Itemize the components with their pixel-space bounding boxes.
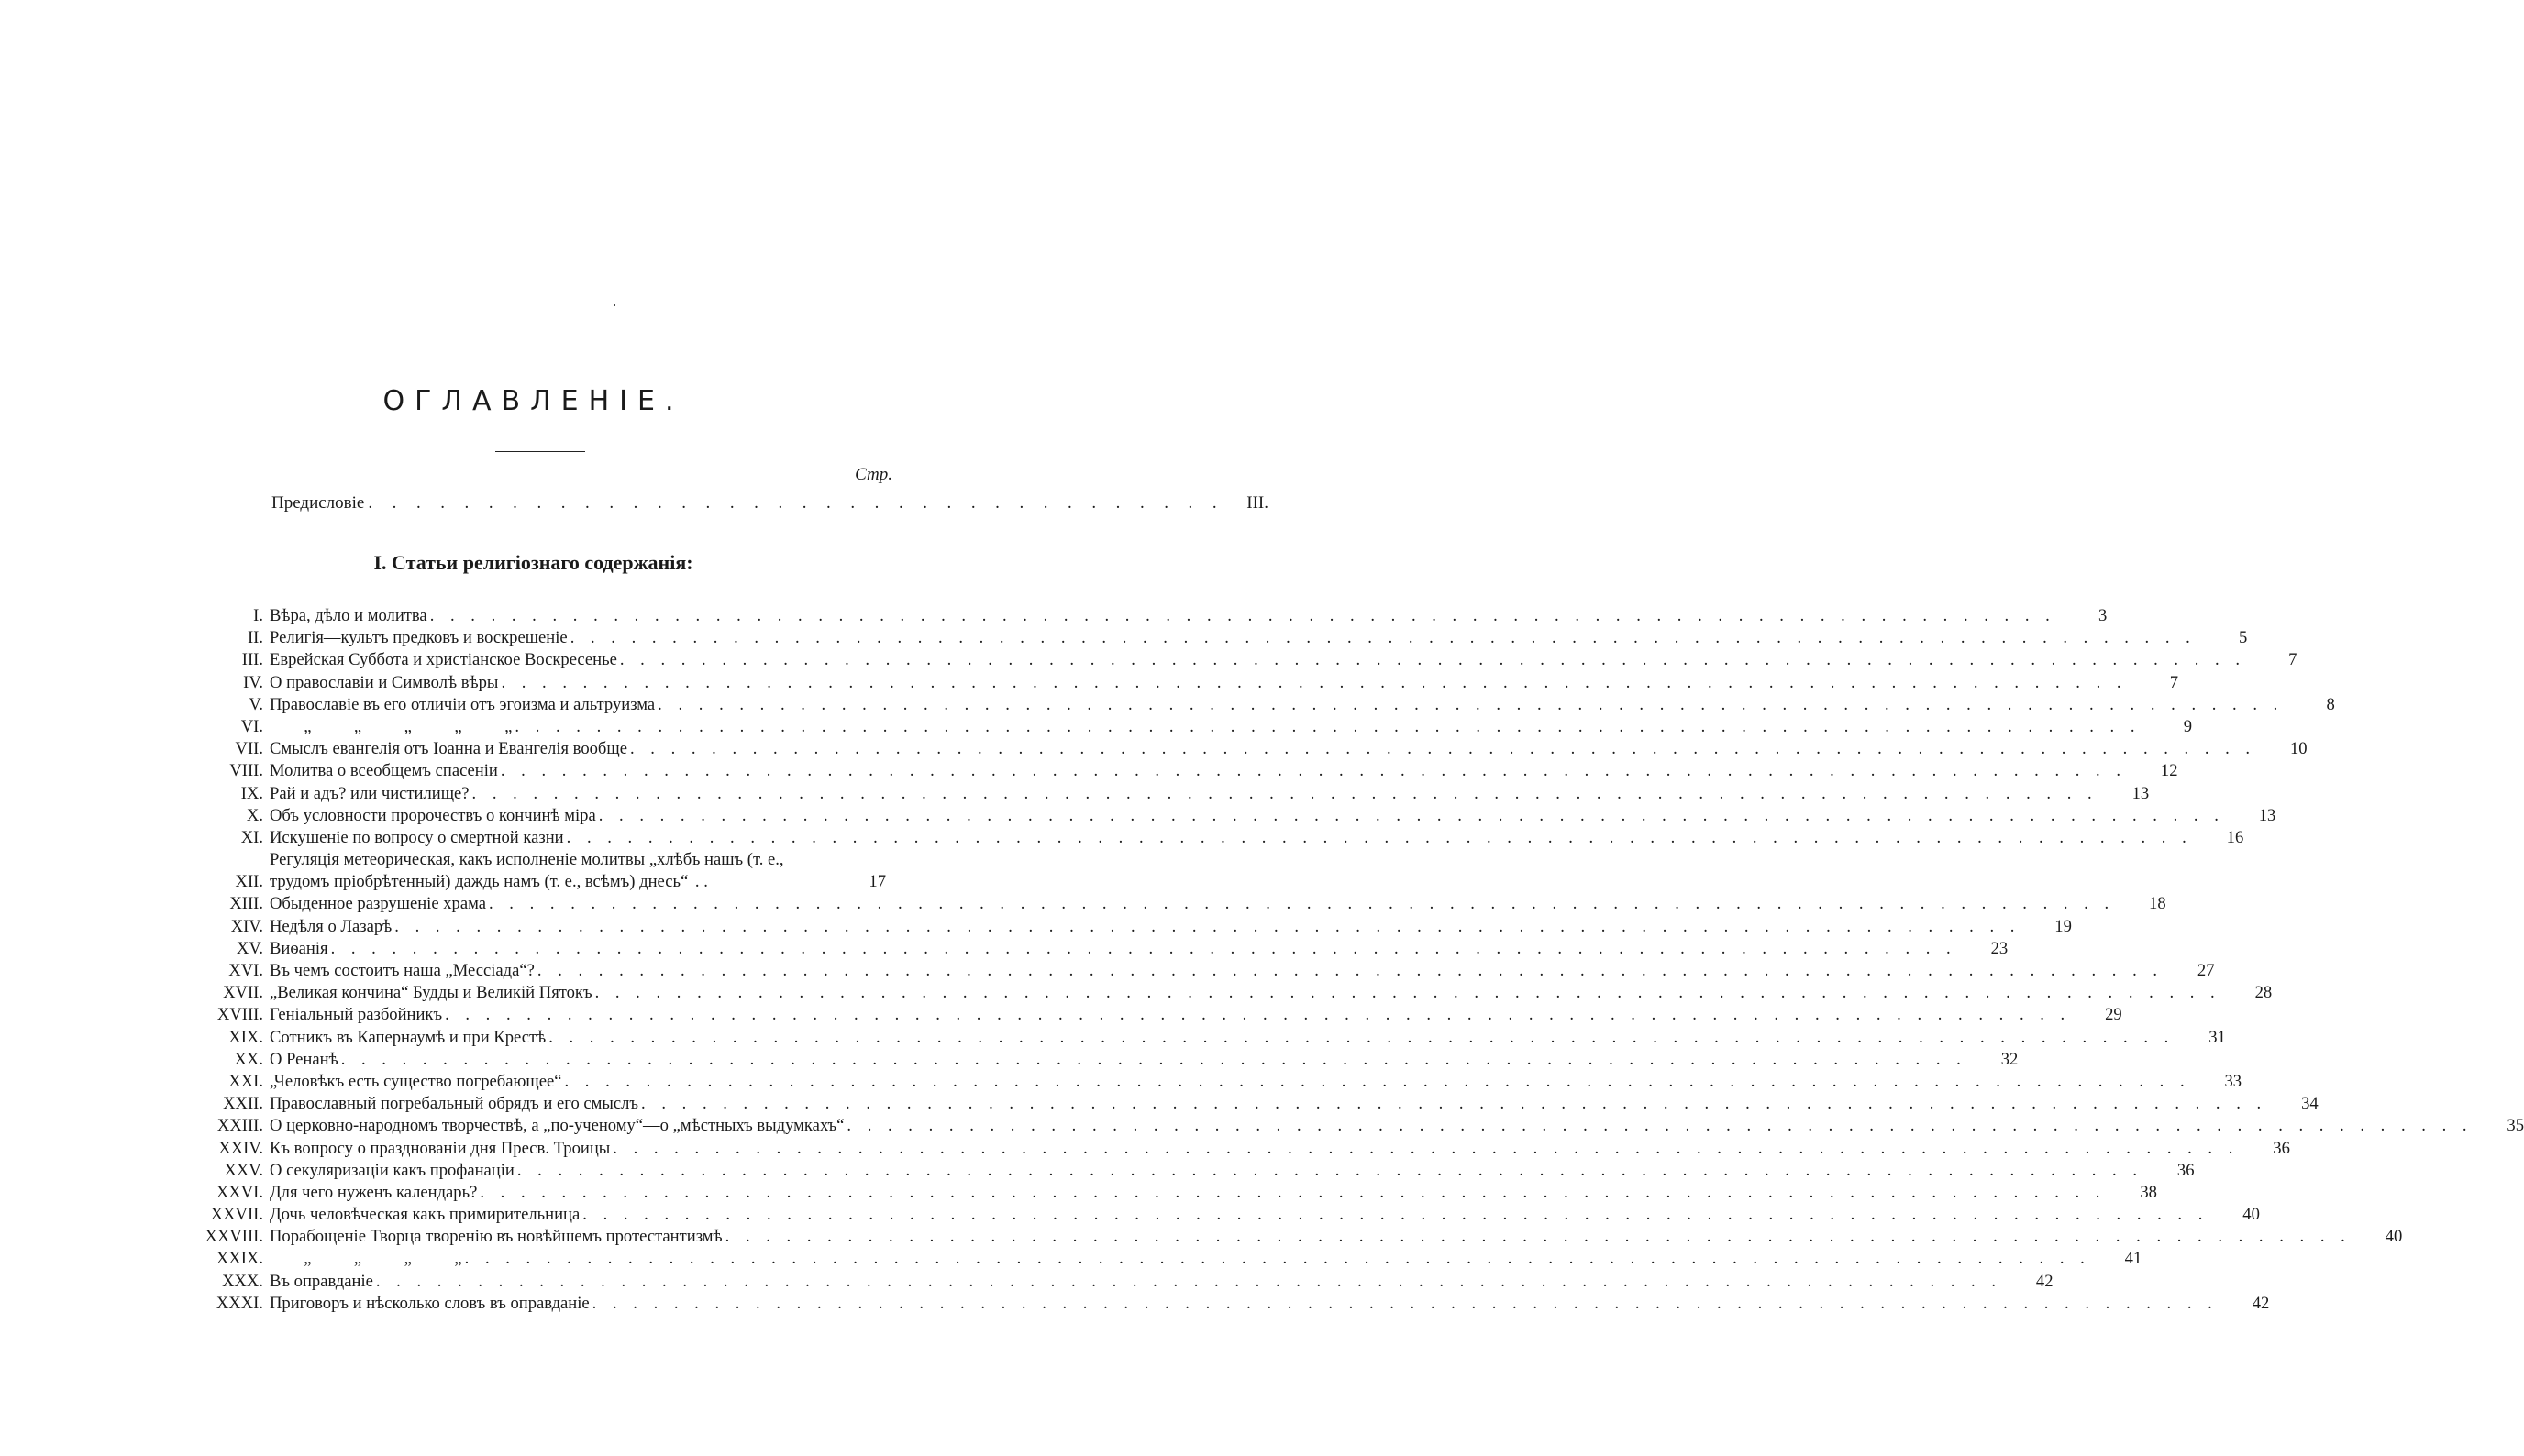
- entry-title: Дочь человѣческая какъ примирительница: [270, 1205, 581, 1225]
- toc-entry: [183, 1226, 2403, 1248]
- entry-title-wrap: [270, 738, 2256, 760]
- entry-number: IX.: [240, 783, 263, 803]
- entry-title-wrap: [270, 1071, 2190, 1093]
- toc-entry: [183, 805, 2276, 827]
- entry-title: Рай и адъ? или чистилище?: [270, 783, 470, 803]
- entry-number: I.: [253, 606, 263, 625]
- dot-leader: . . . . . . . . . . . . . . . . . . . . . . . . . . . . . . . . . . . . . . . . . . . . . . . . . . . . . . . . . . . . . . . . . . . . . . . . . . . . . . . .: [598, 805, 2225, 825]
- entry-page: 36: [2273, 1138, 2290, 1158]
- entry-number: XVI.: [228, 961, 263, 981]
- entry-title-wrap: [270, 1049, 1966, 1071]
- entry-page: 17: [869, 872, 886, 892]
- entry-title-wrap: [270, 605, 2055, 627]
- toc-entry: [183, 1093, 2319, 1115]
- entry-number: XII.: [235, 872, 263, 892]
- entry-title-wrap: [270, 627, 2196, 649]
- toc-entry: [183, 1271, 2054, 1293]
- entry-page: 9: [2183, 716, 2192, 736]
- entry-page: 27: [2197, 961, 2215, 981]
- entry-page: 7: [2169, 672, 2179, 692]
- entry-title: Искушеніе по вопросу о смертной казни: [270, 827, 564, 847]
- entry-number: X.: [246, 805, 263, 825]
- entry-title-wrap: [270, 672, 2127, 694]
- entry-title-wrap: [270, 1182, 2106, 1204]
- toc-entry: [183, 605, 2108, 627]
- entry-title-wrap: [270, 1138, 2239, 1160]
- entry-title-wrap: [270, 960, 2164, 982]
- entry-title: Обыденное разрушеніе храма: [270, 894, 486, 914]
- entry-page: 42: [2252, 1293, 2270, 1313]
- dot-leader: . . . . . . . . . . . . . . . . . . . . . . . . . . . . . . . . . . . . . . . . . . . . . . . . . . . . . . . . . . . . . . . . . . . . . . . . . . . . . . . .: [500, 761, 2127, 781]
- toc-entry: [183, 1293, 2270, 1315]
- entry-page: 28: [2254, 983, 2273, 1003]
- entry-page: 13: [2258, 805, 2276, 825]
- toc-entry: [183, 960, 2215, 982]
- dot-leader: . . . . . . . . . . . . . . . . . . . . . . . . . . . . . . . . . . . .: [368, 493, 1224, 513]
- entry-title: Православный погребальный обрядъ и его смыслъ: [270, 1094, 639, 1114]
- entry-page: 42: [2035, 1271, 2054, 1291]
- dot-leader: . . . . . . . . . . . . . . . . . . . . . . . . . . . . . . . . . . . . . . . . . . . . . . . . . . . . . . . . . . . . . . . . . . . . . . . . . . . . . . . .: [619, 650, 2246, 670]
- entry-title: Виѳанія: [270, 938, 328, 958]
- entry-title: Молитва о всеобщемъ спасеніи: [270, 761, 498, 781]
- entry-title-wrap: [270, 827, 2192, 849]
- entry-number: XV.: [236, 938, 263, 958]
- toc-entry: [183, 716, 2192, 738]
- toc-entry: [183, 649, 2297, 671]
- toc-entry: [183, 672, 2179, 694]
- entry-title-wrap: [270, 1226, 2351, 1248]
- entry-number: XIII.: [229, 894, 263, 914]
- entry-title: Въ оправданіе: [270, 1271, 373, 1291]
- entry-page: 40: [2242, 1205, 2260, 1225]
- entry-number: XVIII.: [216, 1005, 263, 1025]
- dot-leader: . . . . . . . . . . . . . . . . . . . . . . . . . . . . . . . . . . . . . . . . . . . . . . . . . . . . . . . . . . . . . . . . . . . . . . . . . . . . . . . .: [594, 983, 2221, 1003]
- entry-number: V.: [249, 694, 263, 714]
- toc-entry: [183, 1138, 2290, 1160]
- print-speck: [614, 304, 615, 306]
- entry-page: 7: [2288, 650, 2297, 670]
- entry-page: 29: [2105, 1005, 2122, 1025]
- entry-number: XXIX.: [216, 1249, 263, 1269]
- entry-title-wrap: [270, 1027, 2175, 1049]
- toc-entry: [183, 938, 2009, 960]
- dot-leader: . . . . . . . . . . . . . . . . . . . . . . . . . . . . . . . . . . . . . . . . . . . . . . . . . . . . . . . . . . . . . . . . . . . . . . . . . . . . . . . .: [464, 1249, 2091, 1269]
- entry-number: XIV.: [230, 916, 263, 936]
- toc-entry: [183, 893, 2166, 915]
- entry-title: Приговоръ и нѣсколько словъ въ оправданіе: [270, 1293, 590, 1313]
- entry-title-wrap: [270, 982, 2220, 1004]
- dot-leader: . . . . . . . . . . . . . . . . . . . . . . . . . . . . . . . . . . . . . . . . . . . . . . . . . . . . . . . . . . . . . . . . . . . . . . . . . . . . . . . .: [570, 628, 2197, 648]
- preface-page: III.: [1246, 493, 1268, 513]
- toc-entry: [183, 738, 2308, 760]
- entry-number: XI.: [240, 827, 263, 847]
- entry-title-wrap: [270, 805, 2224, 827]
- entry-title: Недѣля о Лазарѣ: [270, 916, 393, 936]
- entry-number: VIII.: [229, 761, 263, 781]
- entry-page: 36: [2176, 1160, 2195, 1180]
- toc-entry: [183, 627, 2248, 649]
- entry-number: XXX.: [222, 1271, 263, 1291]
- toc-entry: [183, 694, 2335, 716]
- entry-page: 10: [2289, 739, 2308, 759]
- entry-title: Порабощеніе Творца творенію въ новѣйшемъ протестантизмѣ: [270, 1227, 723, 1247]
- entry-title: „ „ „ „: [270, 1249, 462, 1269]
- title-divider: [495, 451, 585, 452]
- section-heading: I. Статьи религiознаго содержанія:: [373, 551, 693, 574]
- entry-title-wrap: [270, 1115, 2473, 1137]
- entry-title-wrap: [270, 938, 1956, 960]
- entry-page: 12: [2160, 761, 2178, 781]
- dot-leader: . . . . . . . . . . . . . . . . . . . . . . . . . . . . . . . . . . . . . . . . . . . . . . . . . . . . . . . . . . . . . . . . . . . . . . . . . . . . . . . .: [592, 1293, 2219, 1313]
- dot-leader: . . . . . . . . . . . . . . . . . . . . . . . . . . . . . . . . . . . . . . . . . . . . . . . . . . . . . . . . . . . . . . . . . . . . . . . . . . . . . . . .: [330, 938, 1957, 958]
- toc-entry: [183, 760, 2178, 782]
- entry-title: Православіе въ его отличіи отъ эгоизма и альтруизма: [270, 694, 656, 714]
- entry-page: 16: [2226, 827, 2244, 847]
- entry-title-wrap: [270, 1004, 2071, 1026]
- entry-title: О церковно-народномъ творчествѣ, а „по-ученому“—о „мѣстныхъ выдумкахъ“: [270, 1116, 845, 1136]
- entry-page: 34: [2301, 1094, 2319, 1114]
- entry-page: 33: [2224, 1071, 2242, 1091]
- entry-title: „Великая кончина“ Будды и Великій Пятокъ: [270, 983, 592, 1003]
- entry-title: Еврейская Суббота и христіанское Воскресенье: [270, 650, 617, 670]
- toc-entry: [183, 1049, 2019, 1071]
- dot-leader: . . . . . . . . . . . . . . . . . . . . . . . . . . . . . . . . . . . . . . . . . . . . . . . . . . . . . . . . . . . . . . . . . . . . . . . . . . . . . . . .: [471, 783, 2098, 803]
- entry-number: II.: [247, 628, 263, 648]
- entry-title-wrap: [270, 1248, 2090, 1270]
- dot-leader: . . . . . . . . . . . . . . . . . . . . . . . . . . . . . . . . . . . . . . . . . . . . . . . . . . . . . . . . . . . . . . . . . . . . . . . . . . . . . . . .: [641, 1094, 2267, 1114]
- entry-number: VII.: [235, 739, 263, 759]
- entry-page: 23: [1990, 938, 2009, 958]
- entry-title: Сотникъ въ Капернаумѣ и при Крестѣ: [270, 1027, 547, 1047]
- entry-title: Религія—культъ предковъ и воскрешеніе: [270, 628, 568, 648]
- entry-title: „Человѣкъ есть существо погребающее“: [270, 1071, 562, 1091]
- entry-page: 19: [2054, 916, 2072, 936]
- dot-leader: . . . . . . . . . . . . . . . . . . . . . . . . . . . . . . . . . . . . . . . . . . . . . . . . . . . . . . . . . . . . . . . . . . . . . . . . . . . . . . . .: [429, 606, 2056, 625]
- preface-entry: [271, 493, 1268, 519]
- entry-title: Смыслъ евангелія отъ Іоанна и Евангелія вообще: [270, 739, 627, 759]
- entry-title: О секуляризаціи какъ профанаціи: [270, 1160, 515, 1180]
- dot-leader: . . . . . . . . . . . . . . . . . . . . . . . . . . . . . . . . . . . . . . . . . . . . . . . . . . . . . . . . . . . . . . . . . . . . . . . . . . . . . . . .: [445, 1005, 2071, 1025]
- dot-leader: . . . . . . . . . . . . . . . . . . . . . . . . . . . . . . . . . . . . . . . . . . . . . . . . . . . . . . . . . . . . . . . . . . . . . . . . . . . . . . . .: [548, 1027, 2175, 1047]
- toc-entry: [183, 982, 2273, 1004]
- entry-page: 41: [2124, 1249, 2142, 1269]
- dot-leader: . . . . . . . . . . . . . . . . . . . . . . . . . . . . . . . . . . . . . . . . . . . . . . . . . . . . . . . . . . . . . . . . . . . . . . . . . . . . . . . .: [613, 1138, 2239, 1158]
- entry-page: 5: [2239, 628, 2248, 648]
- toc-entry: [183, 1182, 2157, 1204]
- entry-title-wrap: [270, 649, 2245, 671]
- entry-page: 31: [2208, 1027, 2226, 1047]
- entry-page: 40: [2385, 1227, 2403, 1247]
- entry-title: О Ренанѣ: [270, 1049, 338, 1069]
- dot-leader: . . . . . . . . . . . . . . . . . . . . . . . . . . . . . . . . . . . . . . . . . . . . . . . . . . . . . . . . . . . . . . . . . . . . . . . . . . . . . . . .: [394, 916, 2020, 936]
- entry-number: XXIV.: [218, 1138, 263, 1158]
- dot-leader: . . . . . . . . . . . . . . . . . . . . . . . . . . . . . . . . . . . . . . . . . . . . . . . . . . . . . . . . . . . . . . . . . . . . . . . . . . . . . . . .: [725, 1227, 2352, 1247]
- toc-entry: [183, 849, 886, 893]
- entry-title-wrap: [270, 1204, 2208, 1226]
- dot-leader: . . . . . . . . . . . . . . . . . . . . . . . . . . . . . . . . . . . . . . . . . . . . . . . . . . . . . . . . . . . . . . . . . . . . . . . . . . . . . . . .: [516, 1160, 2143, 1180]
- entry-title: Геніальный разбойникъ: [270, 1005, 443, 1025]
- entry-title: О православіи и Символѣ вѣры: [270, 672, 499, 692]
- entry-number: IV.: [243, 672, 263, 692]
- toc-entry: [183, 1248, 2142, 1270]
- entry-number: XX.: [234, 1049, 263, 1069]
- dot-leader: . . . . . . . . . . . . . . . . . . . . . . . . . . . . . . . . . . . . . . . . . . . . . . . . . . . . . . . . . . . . . . . . . . . . . . . . . . . . . . . .: [489, 894, 2115, 914]
- entry-page: 38: [2140, 1182, 2157, 1202]
- dot-leader: . . . . . . . . . . . . . . . . . . . . . . . . . . . . . . . . . . . . . . . . . . . . . . . . . . . . . . . . . . . . . . . . . . . . . . . . . . . . . . . .: [629, 739, 2256, 759]
- toc-list: [183, 605, 2524, 1315]
- entry-number: XXVIII.: [205, 1227, 263, 1247]
- toc-entry: [183, 1115, 2524, 1137]
- entry-number: XIX.: [228, 1027, 263, 1047]
- dot-leader: . . . . . . . . . . . . . . . . . . . . . . . . . . . . . . . . . . . . . . . . . . . . . . . . . . . . . . . . . . . . . . . . . . . . . . . . . . . . . . . .: [537, 961, 2164, 981]
- toc-entry: [183, 916, 2072, 938]
- toc-entry: [183, 783, 2150, 805]
- entry-number: III.: [241, 650, 263, 670]
- entry-page: 18: [2149, 894, 2166, 914]
- entry-page: 32: [2000, 1049, 2019, 1069]
- entry-title: Регуляція метеорическая, какъ исполненіе молитвы „хлѣбъ нашъ (т. е., трудомъ пріобрѣтенный) даждь намъ (т. е., всѣмъ) днесь“: [270, 850, 784, 892]
- entry-number: XXIII.: [216, 1116, 263, 1136]
- entry-number: XXV.: [224, 1160, 263, 1180]
- entry-title-wrap: [270, 694, 2284, 716]
- entry-page: 35: [2507, 1116, 2524, 1136]
- dot-leader: . . . . . . . . . . . . . . . . . . . . . . . . . . . . . . . . . . . . . . . . . . . . . . . . . . . . . . . . . . . . . . . . . . . . . . . . . . . . . . . .: [375, 1271, 2002, 1291]
- dot-leader: . . . . . . . . . . . . . . . . . . . . . . . . . . . . . . . . . . . . . . . . . . . . . . . . . . . . . . . . . . . . . . . . . . . . . . . . . . . . . . . .: [566, 827, 2193, 847]
- entry-number: XXVI.: [216, 1182, 263, 1202]
- entry-title: Для чего нуженъ календарь?: [270, 1182, 478, 1202]
- toc-entry: [183, 1160, 2195, 1182]
- entry-page: 3: [2098, 606, 2108, 625]
- dot-leader: . . . . . . . . . . . . . . . . . . . . . . . . . . . . . . . . . . . . . . . . . . . . . . . . . . . . . . . . . . . . . . . . . . . . . . . . . . . . . . . .: [658, 694, 2284, 714]
- toc-entry: [183, 1027, 2226, 1049]
- entry-number: VI.: [240, 716, 263, 736]
- entry-title: Къ вопросу о празднованіи дня Пресв. Троицы: [270, 1138, 611, 1158]
- entry-title-wrap: [270, 1271, 2001, 1293]
- dot-leader: . . . . . . . . . . . . . . . . . . . . . . . . . . . . . . . . . . . . . . . . . . . . . . . . . . . . . . . . . . . . . . . . . . . . . . . . . . . . . . . .: [340, 1049, 1967, 1069]
- dot-leader: . .: [691, 872, 708, 892]
- entry-number: XXVII.: [210, 1205, 263, 1225]
- toc-entry: [183, 827, 2244, 849]
- entry-title-wrap: [270, 1093, 2267, 1115]
- entry-title: Объ условности пророчествъ о кончинѣ міра: [270, 805, 596, 825]
- entry-number: XXII.: [223, 1094, 263, 1114]
- entry-title-wrap: [270, 783, 2098, 805]
- entry-title-wrap: [270, 849, 835, 893]
- entry-number: XXXI.: [216, 1293, 263, 1313]
- dot-leader: . . . . . . . . . . . . . . . . . . . . . . . . . . . . . . . . . . . . . . . . . . . . . . . . . . . . . . . . . . . . . . . . . . . . . . . . . . . . . . . .: [564, 1071, 2191, 1091]
- page-column-label: Стр.: [855, 465, 892, 484]
- page-title: ОГЛАВЛЕНIЕ.: [382, 385, 684, 417]
- entry-title-wrap: [270, 1160, 2142, 1182]
- entry-page: 13: [2131, 783, 2150, 803]
- dot-leader: . . . . . . . . . . . . . . . . . . . . . . . . . . . . . . . . . . . . . . . . . . . . . . . . . . . . . . . . . . . . . . . . . . . . . . . . . . . . . . . .: [582, 1205, 2208, 1225]
- entry-title: Въ чемъ состоитъ наша „Мессіада“?: [270, 961, 535, 981]
- toc-entry: [183, 1071, 2242, 1093]
- entry-title: „ „ „ „ „: [270, 716, 513, 736]
- entry-title-wrap: [270, 1293, 2218, 1315]
- entry-title-wrap: [270, 760, 2126, 782]
- dot-leader: . . . . . . . . . . . . . . . . . . . . . . . . . . . . . . . . . . . . . . . . . . . . . . . . . . . . . . . . . . . . . . . . . . . . . . . . . . . . . . . .: [847, 1116, 2474, 1136]
- toc-entry: [183, 1204, 2260, 1226]
- entry-title-wrap: [270, 893, 2115, 915]
- toc-entry: [183, 1004, 2122, 1026]
- entry-title-wrap: [270, 916, 2020, 938]
- entry-page: 8: [2326, 694, 2335, 714]
- entry-title-wrap: [270, 716, 2141, 738]
- dot-leader: . . . . . . . . . . . . . . . . . . . . . . . . . . . . . . . . . . . . . . . . . . . . . . . . . . . . . . . . . . . . . . . . . . . . . . . . . . . . . . . .: [501, 672, 2128, 692]
- dot-leader: . . . . . . . . . . . . . . . . . . . . . . . . . . . . . . . . . . . . . . . . . . . . . . . . . . . . . . . . . . . . . . . . . . . . . . . . . . . . . . . .: [515, 716, 2141, 736]
- preface-label: Предисловіе: [271, 493, 365, 513]
- entry-number: XXI.: [228, 1071, 263, 1091]
- entry-title: Вѣра, дѣло и молитва: [270, 606, 427, 625]
- dot-leader: . . . . . . . . . . . . . . . . . . . . . . . . . . . . . . . . . . . . . . . . . . . . . . . . . . . . . . . . . . . . . . . . . . . . . . . . . . . . . . . .: [480, 1182, 2106, 1202]
- entry-number: XVII.: [223, 983, 263, 1003]
